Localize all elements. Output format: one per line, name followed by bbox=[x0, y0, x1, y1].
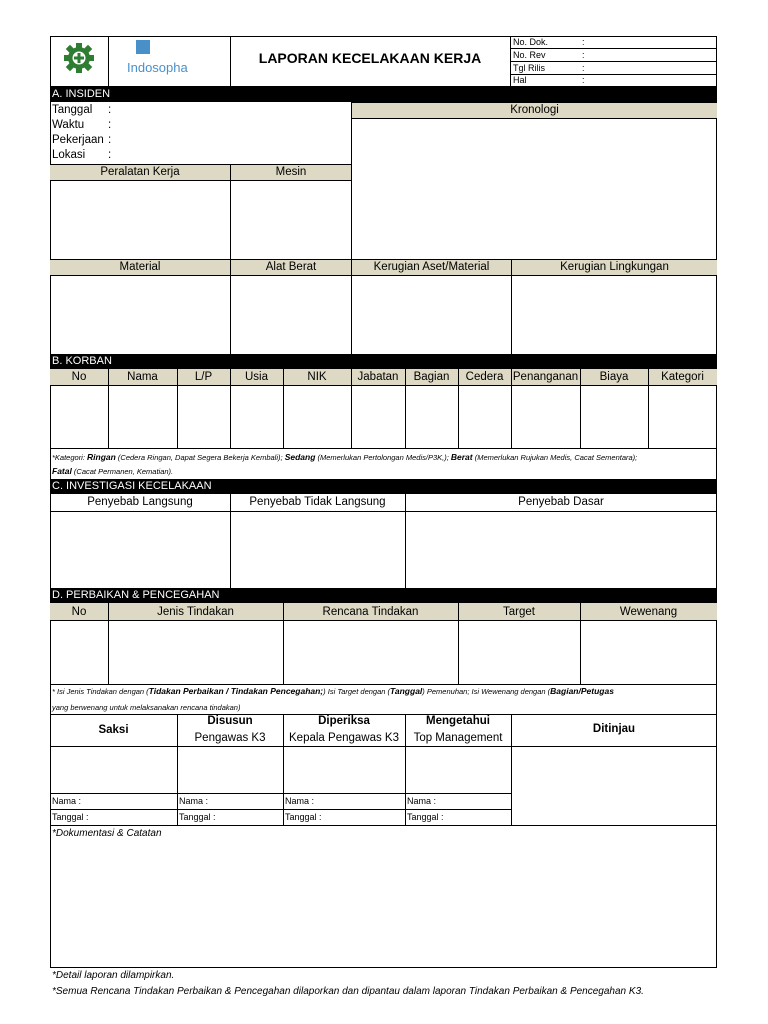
korban-col-biaya: Biaya bbox=[599, 371, 629, 383]
company-emblem-icon bbox=[62, 41, 96, 75]
perbaikan-note-2: yang berwenang untuk melaksanakan rencana tindakan) bbox=[52, 703, 241, 712]
kategori-berat-desc: (Memerlukan Rujukan Medis, Cacat Sementara); bbox=[472, 453, 638, 462]
kerugian-lingkungan-field[interactable] bbox=[512, 276, 716, 354]
kerugian-aset-header: Kerugian Aset/Material bbox=[351, 259, 511, 276]
brand-logo-text: Indosopha bbox=[127, 60, 188, 75]
mesin-header: Mesin bbox=[230, 164, 351, 181]
doc-page-sep: : bbox=[582, 75, 585, 85]
korban-col-no: No bbox=[71, 371, 87, 383]
dokumentasi-label: *Dokumentasi & Catatan bbox=[52, 828, 162, 839]
saksi-nama-label: Nama : bbox=[52, 796, 82, 806]
material-field[interactable] bbox=[51, 276, 230, 354]
ditinjau-label: Ditinjau bbox=[592, 723, 636, 735]
perbaikan-note-bold-3: Bagian/Petugas bbox=[550, 686, 614, 696]
ditinjau-signature-field[interactable] bbox=[512, 747, 716, 825]
diperiksa-label: Diperiksa bbox=[318, 715, 370, 727]
lokasi-sep: : bbox=[108, 149, 112, 161]
tanggal-label: Tanggal bbox=[52, 104, 93, 116]
tanggal-sep: : bbox=[108, 104, 112, 116]
pekerjaan-sep: : bbox=[108, 134, 112, 146]
kategori-sedang: Sedang bbox=[284, 452, 316, 462]
korban-table-row[interactable] bbox=[51, 386, 716, 448]
penyebab-tidak-langsung-header: Penyebab Tidak Langsung bbox=[249, 496, 386, 508]
korban-col-kategori: Kategori bbox=[661, 371, 704, 383]
disusun-label: Disusun bbox=[207, 715, 253, 727]
mengetahui-tanggal-label: Tanggal : bbox=[407, 812, 444, 822]
doc-no-label: No. Dok. bbox=[513, 37, 549, 47]
material-header: Material bbox=[50, 259, 230, 276]
pekerjaan-label: Pekerjaan bbox=[52, 134, 104, 146]
kategori-note-prefix: *Kategori: bbox=[52, 453, 88, 462]
brand-mark-icon bbox=[136, 40, 150, 54]
kronologi-field[interactable] bbox=[352, 119, 716, 259]
mengetahui-nama-label: Nama : bbox=[407, 796, 437, 806]
doc-no-sep: : bbox=[582, 37, 585, 47]
disusun-nama-label: Nama : bbox=[179, 796, 209, 806]
alat-berat-field[interactable] bbox=[231, 276, 351, 354]
section-a-title: A. INSIDEN bbox=[50, 87, 717, 102]
mengetahui-label: Mengetahui bbox=[426, 715, 490, 727]
saksi-label: Saksi bbox=[98, 724, 129, 736]
mengetahui-role: Top Management bbox=[413, 732, 503, 744]
section-b-title: B. KORBAN bbox=[50, 354, 717, 369]
kategori-fatal-desc: (Cacat Permanen, Kematian). bbox=[71, 467, 174, 476]
kategori-note bbox=[52, 452, 637, 463]
doc-page-label: Hal bbox=[513, 75, 527, 85]
perbaikan-note-part-2: ) Isi Target dengan ( bbox=[323, 687, 391, 696]
disusun-tanggal-label: Tanggal : bbox=[179, 812, 216, 822]
disusun-signature-field[interactable] bbox=[178, 747, 283, 793]
doc-rev-sep: : bbox=[582, 50, 585, 60]
perbaikan-col-no: No bbox=[71, 606, 87, 618]
section-d-title: D. PERBAIKAN & PENCEGAHAN bbox=[50, 588, 717, 603]
diperiksa-tanggal-label: Tanggal : bbox=[285, 812, 322, 822]
kategori-ringan: Ringan bbox=[87, 452, 116, 462]
perbaikan-note-part-1: * Isi Jenis Tindakan dengan ( bbox=[52, 687, 149, 696]
korban-col-lp: L/P bbox=[194, 371, 213, 383]
perbaikan-table-row[interactable] bbox=[51, 622, 716, 684]
penyebab-dasar-field[interactable] bbox=[406, 512, 716, 588]
waktu-label: Waktu bbox=[52, 119, 85, 131]
penyebab-langsung-field[interactable] bbox=[51, 512, 230, 588]
kategori-berat: Berat bbox=[450, 452, 473, 462]
penyebab-langsung-header: Penyebab Langsung bbox=[87, 496, 193, 508]
dokumentasi-field[interactable] bbox=[51, 840, 716, 967]
waktu-sep: : bbox=[108, 119, 112, 131]
diperiksa-role: Kepala Pengawas K3 bbox=[289, 732, 399, 744]
korban-col-jabatan: Jabatan bbox=[357, 371, 399, 383]
perbaikan-col-jenis: Jenis Tindakan bbox=[157, 606, 234, 618]
saksi-signature-field[interactable] bbox=[51, 747, 177, 793]
korban-col-bagian: Bagian bbox=[413, 371, 450, 383]
saksi-tanggal-label: Tanggal : bbox=[52, 812, 89, 822]
kategori-ringan-desc: (Cedera Ringan, Dapat Segera Bekerja Kembali); bbox=[115, 453, 285, 462]
korban-col-nik: NIK bbox=[307, 371, 327, 383]
form-title: LAPORAN KECELAKAAN KERJA bbox=[258, 50, 482, 66]
kategori-fatal: Fatal bbox=[52, 466, 72, 476]
kategori-sedang-desc: (Memerlukan Pertolongan Medis/P3K,); bbox=[315, 453, 451, 462]
diperiksa-nama-label: Nama : bbox=[285, 796, 315, 806]
perbaikan-note-part-3: ) Pemenuhan; Isi Wewenang dengan ( bbox=[422, 687, 551, 696]
kerugian-lingkungan-header: Kerugian Lingkungan bbox=[511, 259, 717, 276]
perbaikan-col-wewenang: Wewenang bbox=[619, 606, 678, 618]
korban-col-cedera: Cedera bbox=[465, 371, 504, 383]
korban-col-nama: Nama bbox=[127, 371, 158, 383]
kerugian-aset-field[interactable] bbox=[352, 276, 511, 354]
section-c-title: C. INVESTIGASI KECELAKAAN bbox=[50, 479, 717, 494]
peralatan-header: Peralatan Kerja bbox=[50, 164, 230, 181]
perbaikan-note-bold-1: Tidakan Perbaikan / Tindakan Pencegahan; bbox=[148, 686, 324, 696]
kronologi-header: Kronologi bbox=[351, 102, 717, 119]
footer-note-2: *Semua Rencana Tindakan Perbaikan & Pencegahan dilaporkan dan dipantau dalam laporan Tindakan Perbaikan & Pencegahan K3. bbox=[52, 986, 644, 997]
mengetahui-signature-field[interactable] bbox=[406, 747, 511, 793]
korban-col-usia: Usia bbox=[244, 371, 268, 383]
lokasi-label: Lokasi bbox=[52, 149, 86, 161]
korban-col-penanganan: Penanganan bbox=[512, 371, 579, 383]
doc-rev-label: No. Rev bbox=[513, 50, 546, 60]
perbaikan-col-rencana: Rencana Tindakan bbox=[322, 606, 419, 618]
perbaikan-note-bold-2: Tanggal bbox=[390, 686, 423, 696]
perbaikan-col-target: Target bbox=[503, 606, 535, 618]
alat-berat-header: Alat Berat bbox=[230, 259, 351, 276]
doc-release-sep: : bbox=[582, 63, 585, 73]
penyebab-tidak-langsung-field[interactable] bbox=[231, 512, 405, 588]
disusun-role: Pengawas K3 bbox=[194, 732, 266, 744]
penyebab-dasar-header: Penyebab Dasar bbox=[518, 496, 604, 508]
perbaikan-note bbox=[52, 686, 614, 697]
doc-release-label: Tgl Rilis bbox=[513, 63, 546, 73]
footer-note-1: *Detail laporan dilampirkan. bbox=[52, 970, 175, 981]
kategori-note-2 bbox=[52, 466, 173, 477]
mesin-field[interactable] bbox=[231, 181, 351, 259]
peralatan-field[interactable] bbox=[51, 181, 230, 259]
diperiksa-signature-field[interactable] bbox=[284, 747, 405, 793]
